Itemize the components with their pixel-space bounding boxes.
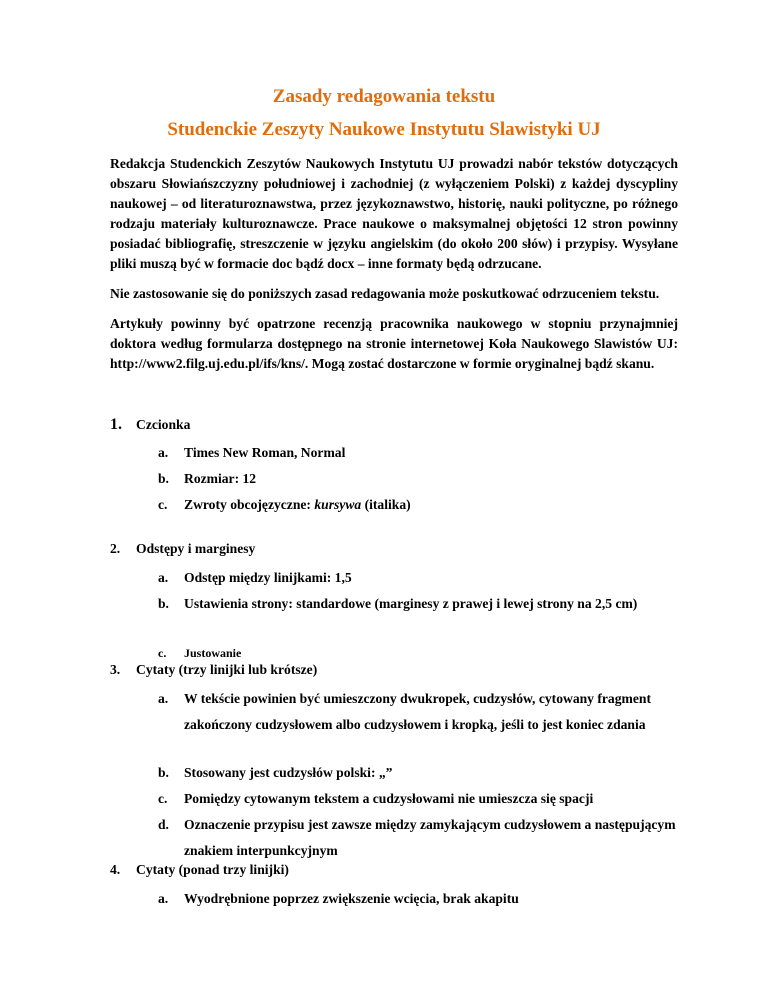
list-item [158, 686, 714, 738]
intro-paragraphs [110, 154, 678, 384]
list-item [158, 591, 714, 617]
section-2-heading [110, 541, 255, 557]
item-text: Pomiędzy cytowanym tekstem a cudzysłowami nie umieszcza się spacji [184, 791, 594, 806]
item-text-italic: kursywa [314, 497, 362, 512]
item-letter: a. [158, 445, 169, 460]
section-label: Odstępy i marginesy [136, 541, 256, 556]
list-item [158, 760, 688, 786]
item-letter: a. [158, 570, 169, 585]
item-letter: b. [158, 765, 169, 780]
list-item [158, 440, 688, 466]
item-text: W tekście powinien być umieszczony dwukropek, cudzysłów, cytowany fragment zakończony cudzysłowem albo cudzysłowem i kropką, jeśli to jest koniec zdania [184, 691, 651, 732]
item-letter: a. [158, 891, 169, 906]
list-item [158, 466, 688, 492]
item-text: Ustawienia strony: standardowe (marginesy z prawej i lewej strony na 2,5 cm) [184, 596, 638, 611]
section-number: 3. [110, 662, 121, 677]
list-item [158, 786, 688, 812]
section-3-heading [110, 662, 317, 678]
item-letter: c. [158, 646, 167, 660]
list-item [158, 812, 714, 864]
item-letter: b. [158, 471, 169, 486]
list-item [158, 492, 688, 518]
item-letter: c. [158, 497, 168, 512]
item-text: Zwroty obcojęzyczne: [184, 497, 315, 512]
section-number: 1. [110, 416, 122, 433]
item-text: Oznaczenie przypisu jest zawsze między zamykającym cudzysłowem a następującym znakiem interpunkcyjnym [184, 817, 676, 858]
item-text: Stosowany jest cudzysłów polski: „” [184, 765, 393, 780]
item-text: Odstęp między linijkami: 1,5 [184, 570, 352, 585]
paragraph-intro: Redakcja Studenckich Zeszytów Naukowych Instytutu UJ prowadzi nabór tekstów dotyczących obszaru Słowiańszczyzny południowej i zachodniej (z wyłączeniem Polski) z każdej dyscypliny naukowej – od literaturoznawstwa, przez językoznawstwo, historię, nauki polityczne, po różnego rodzaju materiały kulturoznawcze. Prace naukowe o maksymalnej objętości 12 stron powinny posiadać bibliografię, streszczenie w języku angielskim (do około 200 słów) i przypisy. Wysyłane pliki muszą być w formacie doc bądź docx – inne formaty będą odrzucane. [110, 156, 678, 271]
item-text: Times New Roman, Normal [184, 445, 346, 460]
item-letter: c. [158, 791, 168, 806]
paragraph-review: Artykuły powinny być opatrzone recenzją pracownika naukowego w stopniu przynajmniej doktora według formularza dostępnego na stronie internetowej Koła Naukowego Slawistów UJ: http://www2.filg.uj.edu.pl/ifs/kns/. Mogą zostać dostarczone w formie oryginalnej bądź skanu. [110, 316, 678, 371]
section-label: Czcionka [136, 417, 191, 432]
item-letter: b. [158, 596, 169, 611]
section-number: 2. [110, 541, 121, 556]
section-1-heading [110, 416, 190, 434]
list-item [158, 565, 688, 591]
item-text: Rozmiar: 12 [184, 471, 257, 486]
item-text: (italika) [361, 497, 411, 512]
list-item [158, 886, 688, 912]
item-text: Wyodrębnione poprzez zwiększenie wcięcia, brak akapitu [184, 891, 519, 906]
paragraph-warning: Nie zastosowanie się do poniższych zasad redagowania może poskutkować odrzuceniem tekstu. [110, 286, 660, 301]
page-title: Zasady redagowania tekstu [272, 86, 496, 107]
section-number: 4. [110, 862, 121, 877]
item-text: Justowanie [184, 646, 242, 660]
section-label: Cytaty (ponad trzy linijki) [136, 862, 289, 877]
item-letter: a. [158, 691, 169, 706]
section-4-heading [110, 862, 289, 878]
item-letter: d. [158, 817, 169, 832]
section-label: Cytaty (trzy linijki lub krótsze) [136, 662, 318, 677]
page-subtitle: Studenckie Zeszyty Naukowe Instytutu Slawistyki UJ [167, 119, 601, 140]
